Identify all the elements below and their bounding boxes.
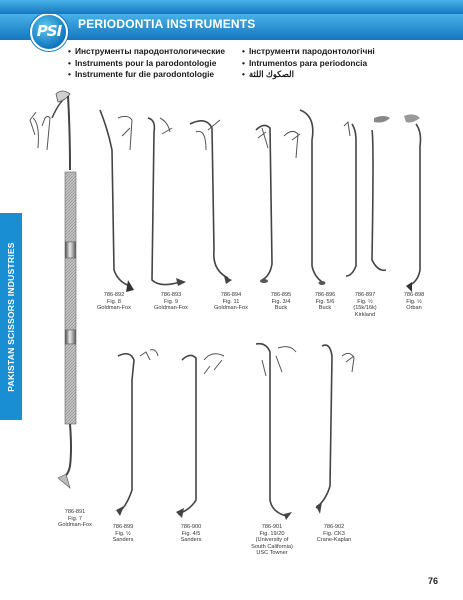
page-number: 76 xyxy=(428,576,439,586)
instrument-caption-786-892 xyxy=(84,292,144,312)
instrument-name: Crane-Kaplan xyxy=(316,537,352,544)
instrument-786-900-drawing xyxy=(176,354,224,518)
footer-email-link[interactable]: E- Mail: info@pakscissors.com xyxy=(98,579,222,589)
instrument-786-892-drawing xyxy=(100,110,134,292)
instrument-caption-786-902 xyxy=(304,524,364,544)
instrument-786-897-drawing xyxy=(344,116,390,276)
instrument-code: 786-901 xyxy=(261,524,283,530)
language-item: • الصكوك اللثة xyxy=(242,69,375,81)
instrument-name: Orban xyxy=(406,305,422,312)
language-item: • Інструменти пародонтологічні xyxy=(242,46,375,58)
language-item: • Instruments pour la parodontologie xyxy=(68,58,225,70)
instrument-fig: Fig. 5/6 xyxy=(315,298,335,305)
instrument-name: Sanders xyxy=(180,537,202,544)
instrument-786-896-drawing xyxy=(284,110,326,285)
instrument-caption-786-893 xyxy=(141,292,201,312)
instrument-fig: Fig. 4/5 xyxy=(181,530,201,537)
instrument-fig: Fig. 9 xyxy=(164,298,178,305)
footer-band xyxy=(0,0,463,24)
instrument-caption-786-901 xyxy=(242,524,302,557)
instrument-name: Goldman-Fox xyxy=(154,305,188,312)
instrument-fig: Fig. 3/4 xyxy=(271,298,291,305)
instrument-caption-786-899 xyxy=(93,524,153,544)
instrument-fig: Fig. ½ xyxy=(357,298,373,305)
instrument-caption-786-900 xyxy=(161,524,221,544)
instrument-fig: Fig. CK3 xyxy=(323,530,345,537)
logo-text: PSI xyxy=(36,22,62,40)
instrument-code: 786-894 xyxy=(220,292,242,298)
instrument-code: 786-892 xyxy=(103,292,125,298)
instrument-caption-786-898 xyxy=(384,292,444,312)
instrument-fig: Fig. ½ xyxy=(115,530,131,537)
instrument-fig: Fig. 19/20 xyxy=(259,530,285,537)
instrument-code: 786-900 xyxy=(180,524,202,530)
instrument-name: Buck xyxy=(318,305,332,312)
instrument-name: Sanders xyxy=(112,537,134,544)
instrument-786-894-drawing xyxy=(190,120,232,284)
instrument-786-899-drawing xyxy=(116,350,158,516)
instrument-sub: (15k/16k) xyxy=(353,305,377,312)
language-item: • Intrumentos para periodoncia xyxy=(242,58,375,70)
instrument-name: Buck xyxy=(274,305,288,312)
instrument-code: 786-898 xyxy=(403,292,425,298)
instrument-code: 786-896 xyxy=(314,292,336,298)
instrument-code: 786-895 xyxy=(270,292,292,298)
instrument-fig: Fig. 8 xyxy=(107,298,121,305)
instrument-fig: Fig. 11 xyxy=(222,298,240,305)
instrument-786-898-drawing xyxy=(404,114,421,292)
instrument-code: 786-897 xyxy=(354,292,376,298)
instrument-code: 786-893 xyxy=(160,292,182,298)
instrument-786-891-drawing xyxy=(30,91,76,488)
instrument-name: Goldman-Fox xyxy=(214,305,248,312)
instrument-name: USC Towner xyxy=(256,550,288,557)
instrument-name: Goldman-Fox xyxy=(58,522,92,529)
instrument-786-901-drawing xyxy=(256,344,296,520)
instrument-sub: South California) xyxy=(251,543,293,550)
page-title: PERIODONTIA INSTRUMENTS xyxy=(78,17,256,31)
side-tab-label: PAKISTAN SCISSORS INDUSTRIES xyxy=(6,242,16,392)
instrument-code: 786-902 xyxy=(323,524,345,530)
instrument-fig: Fig. ½ xyxy=(406,298,422,305)
instrument-sub: (University of xyxy=(255,537,289,544)
instrument-name: Kirkland xyxy=(354,311,376,318)
instrument-786-895-drawing xyxy=(256,125,272,283)
instrument-786-902-drawing xyxy=(316,345,354,514)
instrument-fig: Fig. 7 xyxy=(68,515,82,522)
footer-url-link[interactable]: URL : www.pakscissors.com xyxy=(247,579,362,589)
instrument-786-893-drawing xyxy=(148,118,186,286)
instrument-code: 786-899 xyxy=(112,524,134,530)
instrument-name: Goldman-Fox xyxy=(97,305,131,312)
instrument-code: 786-891 xyxy=(64,509,86,515)
language-item: • Инструменты пародонтологические xyxy=(68,46,225,58)
language-item: • Instrumente fur die parodontologie xyxy=(68,69,225,81)
